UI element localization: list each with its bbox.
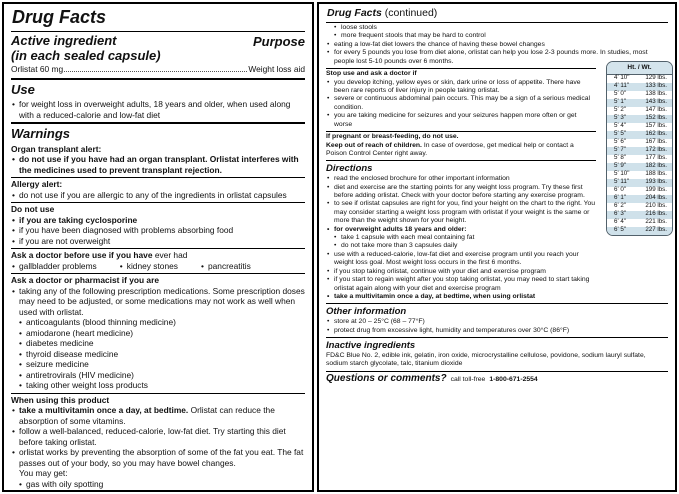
warnings-heading: Warnings [11,126,70,142]
weight-cell: 199 lbs. [645,186,667,194]
stop-use-bullet: • you are taking medicine for seizures and your seizures happen more often or get worse [326,112,596,129]
do-not-use-label: Do not use [11,204,55,215]
ask-doctor-items [11,261,305,272]
do-not-use-bullet: • if you are not overweight [11,236,305,247]
weight-cell: 129 lbs. [645,74,667,82]
questions-section [326,372,668,386]
bowel-change-item: • loose stools [326,24,668,32]
directions-heading: Directions [326,163,373,175]
height-cell: 6' 2" [614,202,626,210]
height-cell: 5' 1" [614,98,626,106]
keep-out-of-reach-warning: Keep out of reach of children. In case of overdose, get medical help or contact a Poison Control Center right away. [326,141,574,157]
active-ingredient-section [11,32,305,79]
ask-doctor-item: • gallbladder problems [11,261,97,272]
drug-facts-continued-title: Drug Facts (continued) [327,7,438,19]
weight-cell: 177 lbs. [645,154,667,162]
ask-pharmacist-label: Ask a doctor or pharmacist if you are [11,275,160,286]
height-cell: 5' 7" [614,146,626,154]
bowel-change-item: • gas with oily spotting [11,479,305,490]
weight-cell: 162 lbs. [645,130,667,138]
ask-doctor-section [11,249,305,273]
use-section [11,80,305,122]
directions-bullet: • for overweight adults 18 years and older: [326,226,596,234]
weight-cell: 182 lbs. [645,162,667,170]
carryover-bullet: • eating a low-fat diet lowers the chance of having these bowel changes [326,41,668,49]
other-information-bullet: • protect drug from excessive light, humidity and temperatures over 30°C (86°F) [326,327,668,335]
height-cell: 5' 8" [614,154,626,162]
height-weight-table [606,61,673,236]
when-using-bullet: • follow a well-balanced, reduced-calorie, low-fat diet. Try starting this diet before taking orlistat. [11,426,305,447]
height-weight-table-body [607,75,672,235]
height-cell: 5' 3" [614,114,626,122]
medication-item: • thyroid disease medicine [11,349,305,360]
height-cell: 5' 6" [614,138,626,146]
ask-pharmacist-bullet: • taking any of the following prescription medications. Some prescription doses may need to be adjusted, or some medications may not work as well when used with orlistat. [11,286,305,318]
height-cell: 4' 10" [614,74,630,82]
other-information-heading: Other information [326,306,407,318]
height-cell: 6' 1" [614,194,626,202]
do-not-use-section [11,203,305,248]
height-cell: 5' 5" [614,130,626,138]
weight-cell: 193 lbs. [645,178,667,186]
ingredient-name: Orlistat 60 mg [11,63,64,74]
weight-cell: 216 lbs. [645,210,667,218]
do-not-use-bullet: • if you are taking cyclosporine [11,215,305,226]
height-cell: 4' 11" [614,82,629,90]
stop-use-label: Stop use and ask a doctor if [326,70,417,78]
pregnancy-warning-section [326,132,596,160]
weight-cell: 147 lbs. [645,106,667,114]
organ-alert-label: Organ transplant alert: [11,143,102,154]
ask-doctor-label: Ask a doctor before use if you have ever had [11,250,188,261]
do-not-use-bullet: • if you have been diagnosed with problems absorbing food [11,225,305,236]
right-panel [317,2,677,492]
pregnancy-warning: If pregnant or breast-feeding, do not use. [326,133,459,141]
active-ingredient-subheading: (in each sealed capsule) [11,47,161,63]
use-heading: Use [11,82,35,98]
drug-facts-title: Drug Facts [12,7,107,27]
questions-heading: Questions or comments? [326,372,447,384]
bowel-change-item: • more frequent stools that may be hard to control [326,32,668,40]
weight-cell: 210 lbs. [645,202,667,210]
weight-cell: 221 lbs. [645,218,667,226]
stop-use-section [326,69,596,131]
weight-cell: 227 lbs. [645,226,667,234]
when-using-section [11,394,305,492]
inactive-ingredients-list: FD&C Blue No. 2, edible ink, gelatin, iron oxide, microcrystalline cellulose, povidone, sodium lauryl sulfate, sodium starch glycolate, talc, titanium dioxide [326,351,646,368]
active-ingredient-heading: Active ingredient [11,32,117,48]
height-cell: 5' 11" [614,178,629,186]
medication-item: • amiodarone (heart medicine) [11,328,305,339]
call-toll-free-label: call toll-free [450,375,486,383]
use-bullet: • for weight loss in overweight adults, 18 years and older, when used along with a reduced-calorie and low-fat diet [11,99,305,120]
inactive-ingredients-heading: Inactive ingredients [326,340,416,352]
medication-item: • seizure medicine [11,359,305,370]
weight-cell: 133 lbs. [645,82,667,90]
weight-cell: 204 lbs. [645,194,667,202]
weight-cell: 138 lbs. [645,90,667,98]
inactive-ingredients-section [326,338,668,371]
medication-item: • antiretrovirals (HIV medicine) [11,370,305,381]
purpose-heading: Purpose [252,33,305,49]
allergy-alert-label: Allergy alert: [11,179,63,190]
other-information-section [326,304,668,337]
directions-bullet: • to see if orlistat capsules are right for you, find your height on the chart to the right. You may consider starting a weight loss program with orlistat if your weight is the same or more than the weight shown for your height. [326,200,596,225]
organ-alert-bullet: • do not use if you have had an organ transplant. Orlistat interferes with the medicines used to prevent transplant rejection. [11,154,305,175]
height-weight-table-header: Ht. / Wt. [607,62,672,75]
warnings-section [11,124,305,177]
directions-bullet: • diet and exercise are the starting points for any weight loss program. Try these first before adding orlistat. Check with your doctor before starting any exercise program. [326,184,596,201]
directions-bullet: • use with a reduced-calorie, low-fat diet and exercise program until you reach your weight loss goal. Most weight loss occurs in the first 6 months. [326,251,596,268]
dosage-item: • take 1 capsule with each meal containing fat [326,234,596,242]
weight-cell: 188 lbs. [645,170,667,178]
ask-doctor-item: • pancreatitis [200,261,251,272]
purpose-value: Weight loss aid [248,63,305,74]
height-cell: 5' 0" [614,90,626,98]
stop-use-bullet: • you develop itching, yellow eyes or skin, dark urine or loss of appetite. There have been rare reports of liver injury in people taking orlistat. [326,79,596,96]
stop-use-bullet: • severe or continuous abdominal pain occurs. This may be a sign of a serious medical condition. [326,95,596,112]
left-panel [2,2,314,492]
directions-bullet: • read the enclosed brochure for other important information [326,175,596,183]
height-cell: 6' 3" [614,210,626,218]
carryover-bullet: • for every 5 pounds you lose from diet alone, orlistat can help you lose 2-3 pounds more. In studies, most people lost 5-10 pounds over 6 months. [326,49,668,66]
medication-item: • diabetes medicine [11,338,305,349]
directions-bullet: • take a multivitamin once a day, at bedtime, when using orlistat [326,293,596,301]
medication-item: • anticoagulants (blood thinning medicine) [11,317,305,328]
weight-cell: 172 lbs. [645,146,667,154]
weight-cell: 152 lbs. [645,114,667,122]
height-cell: 6' 5" [614,226,626,234]
dosage-item: • do not take more than 3 capsules daily [326,242,596,250]
medication-item: • taking other weight loss products [11,380,305,391]
height-cell: 6' 0" [614,186,626,194]
allergy-alert-section [11,178,305,202]
phone-number[interactable]: 1-800-671-2554 [489,375,538,383]
when-using-continuation: You may get: [19,468,68,479]
weight-cell: 167 lbs. [645,138,667,146]
ask-doctor-item: • kidney stones [119,261,178,272]
weight-cell: 157 lbs. [645,122,667,130]
allergy-alert-bullet: • do not use if you are allergic to any of the ingredients in orlistat capsules [11,190,305,201]
dotted-leader [64,71,247,72]
height-cell: 6' 4" [614,218,626,226]
directions-bullet: • if you stop taking orlistat, continue with your diet and exercise program [326,268,596,276]
directions-section [326,161,596,303]
height-cell: 5' 10" [614,170,630,178]
height-cell: 5' 9" [614,162,626,170]
directions-bullet: • if you start to regain weight after you stop taking orlistat, you may need to start taking orlistat again along with your diet and exercise program [326,276,596,293]
weight-cell: 143 lbs. [645,98,667,106]
when-using-bullet: • take a multivitamin once a day, at bedtime. Orlistat can reduce the absorption of some vitamins. [11,405,305,426]
height-cell: 5' 4" [614,122,626,130]
table-row [607,227,672,235]
ask-pharmacist-section [11,274,305,393]
when-using-bullet: • orlistat works by preventing the absorption of some of the fat you eat. The fat passes out of your body, so you may have bowel changes. [11,447,305,468]
other-information-bullet: • store at 20 – 25°C (68 – 77°F) [326,318,668,326]
height-cell: 5' 2" [614,106,626,114]
when-using-label: When using this product [11,394,110,405]
